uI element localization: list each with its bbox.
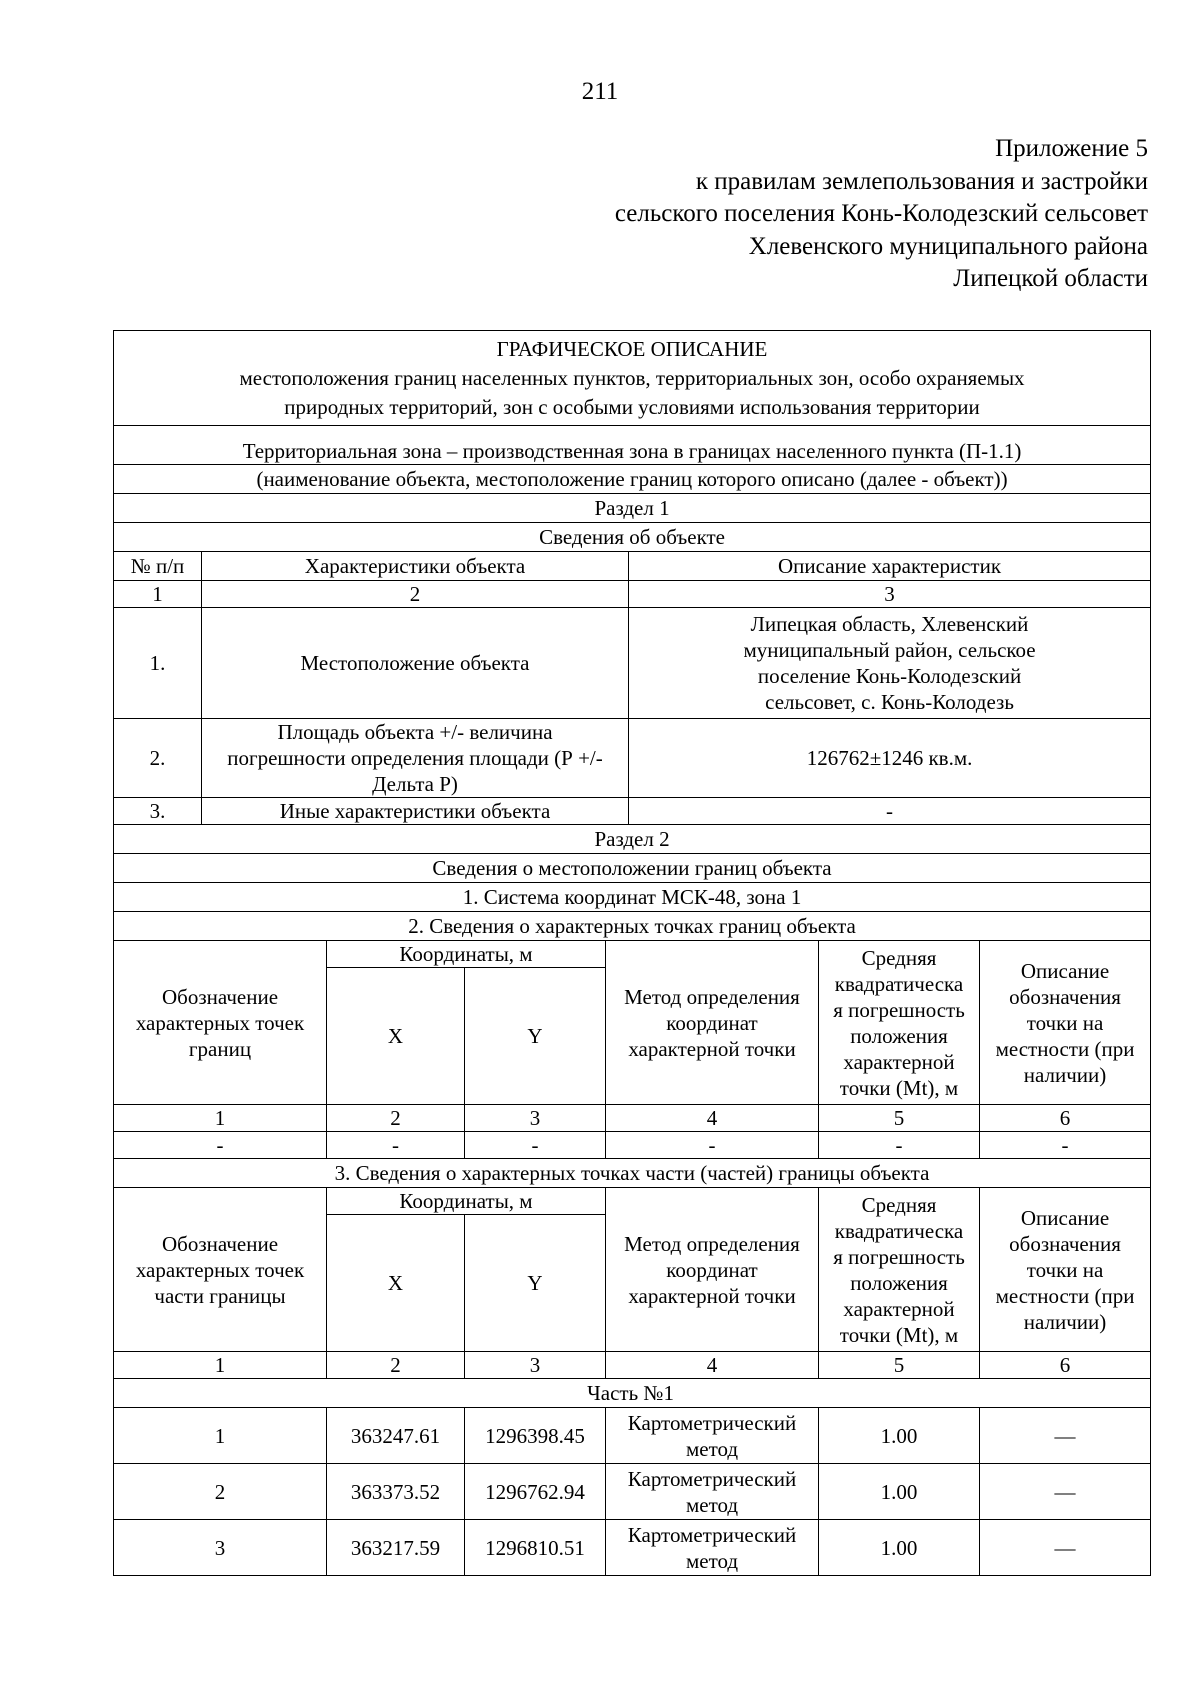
header-line: местности (при [995, 1283, 1135, 1308]
section1-subtitle: Сведения об объекте [114, 523, 1151, 552]
point-error: 1.00 [819, 1520, 980, 1576]
parts-section-title: 3. Сведения о характерных точках части (частей) границы объекта [114, 1159, 1151, 1188]
method-header [606, 1188, 819, 1352]
col-number: 1 [114, 1352, 327, 1379]
col-header-description: Описание характеристик [629, 552, 1151, 581]
header-line: Средняя [861, 1192, 937, 1217]
appendix-line: Приложение 5 [995, 135, 1148, 162]
appendix-header [615, 133, 1148, 296]
header-line: точки на [1026, 1010, 1104, 1035]
header-line: Обозначение [161, 1231, 279, 1256]
header-line: местности (при [995, 1036, 1135, 1061]
object-caption: (наименование объекта, местоположение границ которого описано (далее - объект)) [114, 465, 1151, 494]
header-line: наличии) [1023, 1309, 1107, 1334]
header-line: характерной точки [628, 1283, 796, 1308]
point-description: — [980, 1464, 1151, 1520]
empty-cell: - [819, 1132, 980, 1159]
header-line: части границы [154, 1283, 286, 1308]
header-line: характерных точек [135, 1257, 305, 1282]
header-line: характерной точки [628, 1036, 796, 1061]
appendix-line: сельского поселения Конь-Колодезский сельсовет [614, 200, 1148, 227]
designation-header [114, 941, 327, 1105]
y-header: Y [465, 1215, 606, 1352]
point-id: 3 [114, 1520, 327, 1576]
empty-cell: - [465, 1132, 606, 1159]
table-row [114, 1464, 1151, 1520]
col-number: 4 [606, 1352, 819, 1379]
col-number: 2 [327, 1352, 465, 1379]
col-number: 3 [465, 1105, 606, 1132]
header-line: координат [666, 1257, 758, 1282]
point-y: 1296762.94 [465, 1464, 606, 1520]
designation-header [114, 1188, 327, 1352]
header-line: Метод определения [624, 1231, 800, 1256]
location-description-header [980, 941, 1151, 1105]
value-line: поселение Конь-Колодезский [757, 664, 1022, 688]
header-line: я погрешность [833, 997, 965, 1022]
point-y: 1296398.45 [465, 1408, 606, 1464]
graphic-description-table [113, 330, 1151, 1576]
method-line: Картометрический [627, 1522, 797, 1547]
point-x: 363247.61 [327, 1408, 465, 1464]
empty-cell: - [980, 1132, 1151, 1159]
point-id: 2 [114, 1464, 327, 1520]
point-id: 1 [114, 1408, 327, 1464]
appendix-line: к правилам землепользования и застройки [695, 167, 1148, 195]
characteristic-value: - [629, 798, 1151, 825]
col-number: 1 [114, 1105, 327, 1132]
header-line: наличии) [1023, 1062, 1107, 1087]
col-number: 1 [114, 581, 202, 608]
header-line: координат [666, 1010, 758, 1035]
x-header: X [327, 968, 465, 1105]
coordinates-header: Координаты, м [327, 1188, 606, 1215]
point-error: 1.00 [819, 1464, 980, 1520]
col-number: 2 [327, 1105, 465, 1132]
location-description-header [980, 1188, 1151, 1352]
header-line: точки (Mt), м [839, 1075, 959, 1100]
coordinates-header: Координаты, м [327, 941, 606, 968]
part-label: Часть №1 [114, 1379, 1151, 1408]
appendix-line: Липецкой области [953, 265, 1148, 292]
name-line: погрешности определения площади (Р +/- Дельта Р) [227, 746, 603, 796]
y-header: Y [465, 968, 606, 1105]
header-line: характерной [843, 1296, 955, 1321]
col-number: 6 [980, 1352, 1151, 1379]
document-title: ГРАФИЧЕСКОЕ ОПИСАНИЕ [496, 336, 768, 361]
document-title-cell [114, 331, 1151, 426]
header-line: точки (Mt), м [839, 1322, 959, 1347]
point-y: 1296810.51 [465, 1520, 606, 1576]
row-number: 1. [114, 608, 202, 719]
characteristic-value [629, 608, 1151, 719]
table-row [114, 1408, 1151, 1464]
col-number: 3 [465, 1352, 606, 1379]
col-number: 4 [606, 1105, 819, 1132]
col-number: 5 [819, 1105, 980, 1132]
appendix-line: Хлевенского муниципального района [748, 232, 1148, 260]
characteristic-name [202, 719, 629, 798]
section2-title: Раздел 2 [114, 825, 1151, 854]
header-line: квадратическа [834, 971, 964, 996]
header-line: Описание [1020, 958, 1110, 983]
header-line: Описание [1020, 1205, 1110, 1230]
method-line: метод [685, 1548, 739, 1573]
error-header [819, 941, 980, 1105]
point-x: 363373.52 [327, 1464, 465, 1520]
header-line: Метод определения [624, 984, 800, 1009]
points-section-title: 2. Сведения о характерных точках границ объекта [114, 912, 1151, 941]
header-line: Средняя [861, 945, 937, 970]
point-method [606, 1464, 819, 1520]
method-header [606, 941, 819, 1105]
method-line: Картометрический [627, 1410, 797, 1435]
col-header-number: № п/п [114, 552, 202, 581]
value-line: Липецкая область, Хлевенский [750, 612, 1029, 636]
characteristic-name: Местоположение объекта [202, 608, 629, 719]
section2-subtitle: Сведения о местоположении границ объекта [114, 854, 1151, 883]
characteristic-value: 126762±1246 кв.м. [629, 719, 1151, 798]
value-line: сельсовет, с. Конь-Колодезь [765, 690, 1014, 714]
document-subtitle-line: природных территорий, зон с особыми условиями использования территории [284, 394, 980, 419]
header-line: обозначения [1009, 1231, 1121, 1256]
empty-cell: - [606, 1132, 819, 1159]
header-line: границ [188, 1036, 252, 1061]
page-number: 211 [581, 78, 619, 105]
point-x: 363217.59 [327, 1520, 465, 1576]
x-header: X [327, 1215, 465, 1352]
point-method [606, 1408, 819, 1464]
row-number: 3. [114, 798, 202, 825]
col-number: 5 [819, 1352, 980, 1379]
table-row [114, 1520, 1151, 1576]
section1-title: Раздел 1 [114, 494, 1151, 523]
value-line: муниципальный район, сельское [743, 638, 1036, 662]
object-name: Территориальная зона – производственная зона в границах населенного пункта (П-1.1) [114, 426, 1151, 465]
error-header [819, 1188, 980, 1352]
empty-cell: - [327, 1132, 465, 1159]
col-number: 2 [202, 581, 629, 608]
empty-cell: - [114, 1132, 327, 1159]
document-subtitle-line: местоположения границ населенных пунктов, территориальных зон, особо охраняемых [239, 365, 1025, 390]
header-line: обозначения [1009, 984, 1121, 1009]
header-line: квадратическа [834, 1218, 964, 1243]
point-method [606, 1520, 819, 1576]
name-line: Площадь объекта +/- величина [277, 720, 553, 744]
method-line: метод [685, 1492, 739, 1517]
header-line: характерной [843, 1049, 955, 1074]
col-number: 3 [629, 581, 1151, 608]
header-line: точки на [1026, 1257, 1104, 1282]
coordinate-system: 1. Система координат МСК-48, зона 1 [114, 883, 1151, 912]
header-line: характерных точек [135, 1010, 305, 1035]
header-line: положения [850, 1270, 948, 1295]
col-number: 6 [980, 1105, 1151, 1132]
row-number: 2. [114, 719, 202, 798]
point-error: 1.00 [819, 1408, 980, 1464]
header-line: я погрешность [833, 1244, 965, 1269]
characteristic-name: Иные характеристики объекта [202, 798, 629, 825]
header-line: Обозначение [161, 984, 279, 1009]
method-line: Картометрический [627, 1466, 797, 1491]
header-line: положения [850, 1023, 948, 1048]
method-line: метод [685, 1436, 739, 1461]
col-header-characteristics: Характеристики объекта [202, 552, 629, 581]
point-description: — [980, 1520, 1151, 1576]
point-description: — [980, 1408, 1151, 1464]
